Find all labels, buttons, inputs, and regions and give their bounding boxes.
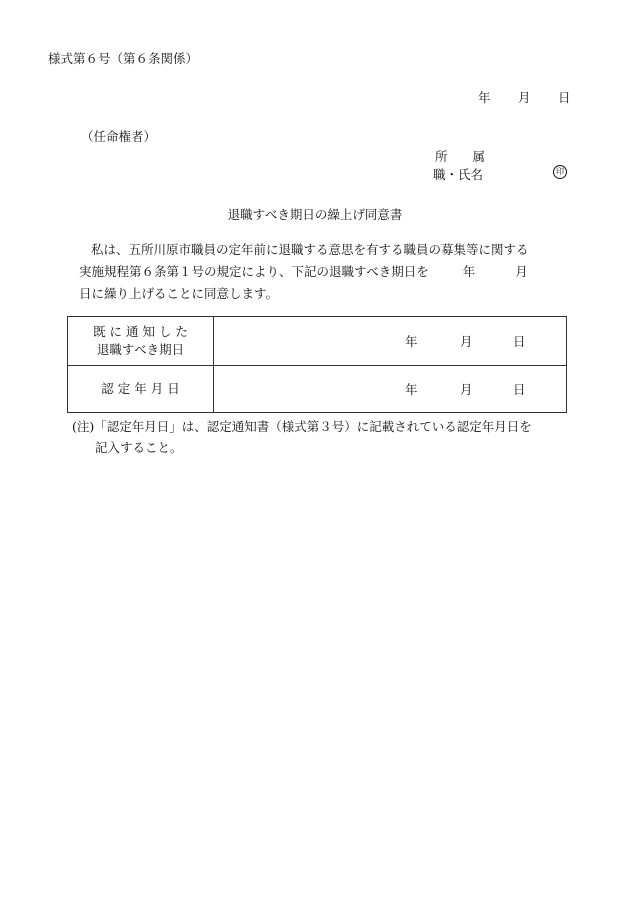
paragraph-line-3: 日に繰り上げることに同意します。 bbox=[79, 286, 279, 301]
appointing-authority-label: （任命権者） bbox=[81, 129, 157, 144]
certified-date-label-cell: 認 定 年 月 日 bbox=[68, 366, 214, 413]
affiliation-label: 所 属 bbox=[435, 149, 486, 164]
seal-mark: 印 bbox=[553, 165, 567, 179]
inline-month-label: 月 bbox=[515, 264, 528, 279]
document-title: 退職すべき期日の繰上げ同意書 bbox=[227, 207, 403, 222]
date-table bbox=[67, 316, 567, 413]
consent-paragraph bbox=[79, 239, 571, 305]
notified-date-label-cell bbox=[68, 317, 214, 366]
inline-year-label: 年 bbox=[462, 264, 476, 279]
table-row bbox=[68, 317, 567, 366]
paragraph-line-2 bbox=[79, 261, 571, 283]
date-day-label: 日 bbox=[558, 90, 571, 105]
form-number: 様式第６号（第６条関係） bbox=[48, 51, 199, 66]
position-name-label: 職・氏名 bbox=[433, 167, 484, 182]
paragraph-line-2-text: 実施規程第６条第１号の規定により、下記の退職すべき期日を bbox=[79, 264, 429, 279]
date-month-label: 月 bbox=[518, 90, 531, 105]
notified-date-label-line-1: 既 に 通 知 し た bbox=[93, 324, 188, 339]
notified-year-label: 年 bbox=[405, 334, 418, 349]
notified-month-label: 月 bbox=[460, 334, 473, 349]
paragraph-line-1: 私は、五所川原市職員の定年前に退職する意思を有する職員の募集等に関する bbox=[91, 242, 529, 257]
certified-day-label: 日 bbox=[513, 382, 526, 397]
notified-date-value-cell[interactable] bbox=[214, 317, 567, 366]
footnote-line-2: 記入すること。 bbox=[95, 440, 183, 455]
notified-day-label: 日 bbox=[513, 334, 526, 349]
footnote bbox=[72, 416, 572, 458]
certified-month-label: 月 bbox=[460, 382, 473, 397]
certified-year-label: 年 bbox=[405, 382, 418, 397]
date-year-label: 年 bbox=[478, 90, 491, 105]
certified-date-value-cell[interactable] bbox=[214, 366, 567, 413]
table-row bbox=[68, 366, 567, 413]
notified-date-label-line-2: 退職すべき期日 bbox=[96, 342, 185, 357]
footnote-line-1: (注)「認定年月日」は、認定通知書（様式第３号）に記載されている認定年月日を bbox=[72, 419, 532, 434]
